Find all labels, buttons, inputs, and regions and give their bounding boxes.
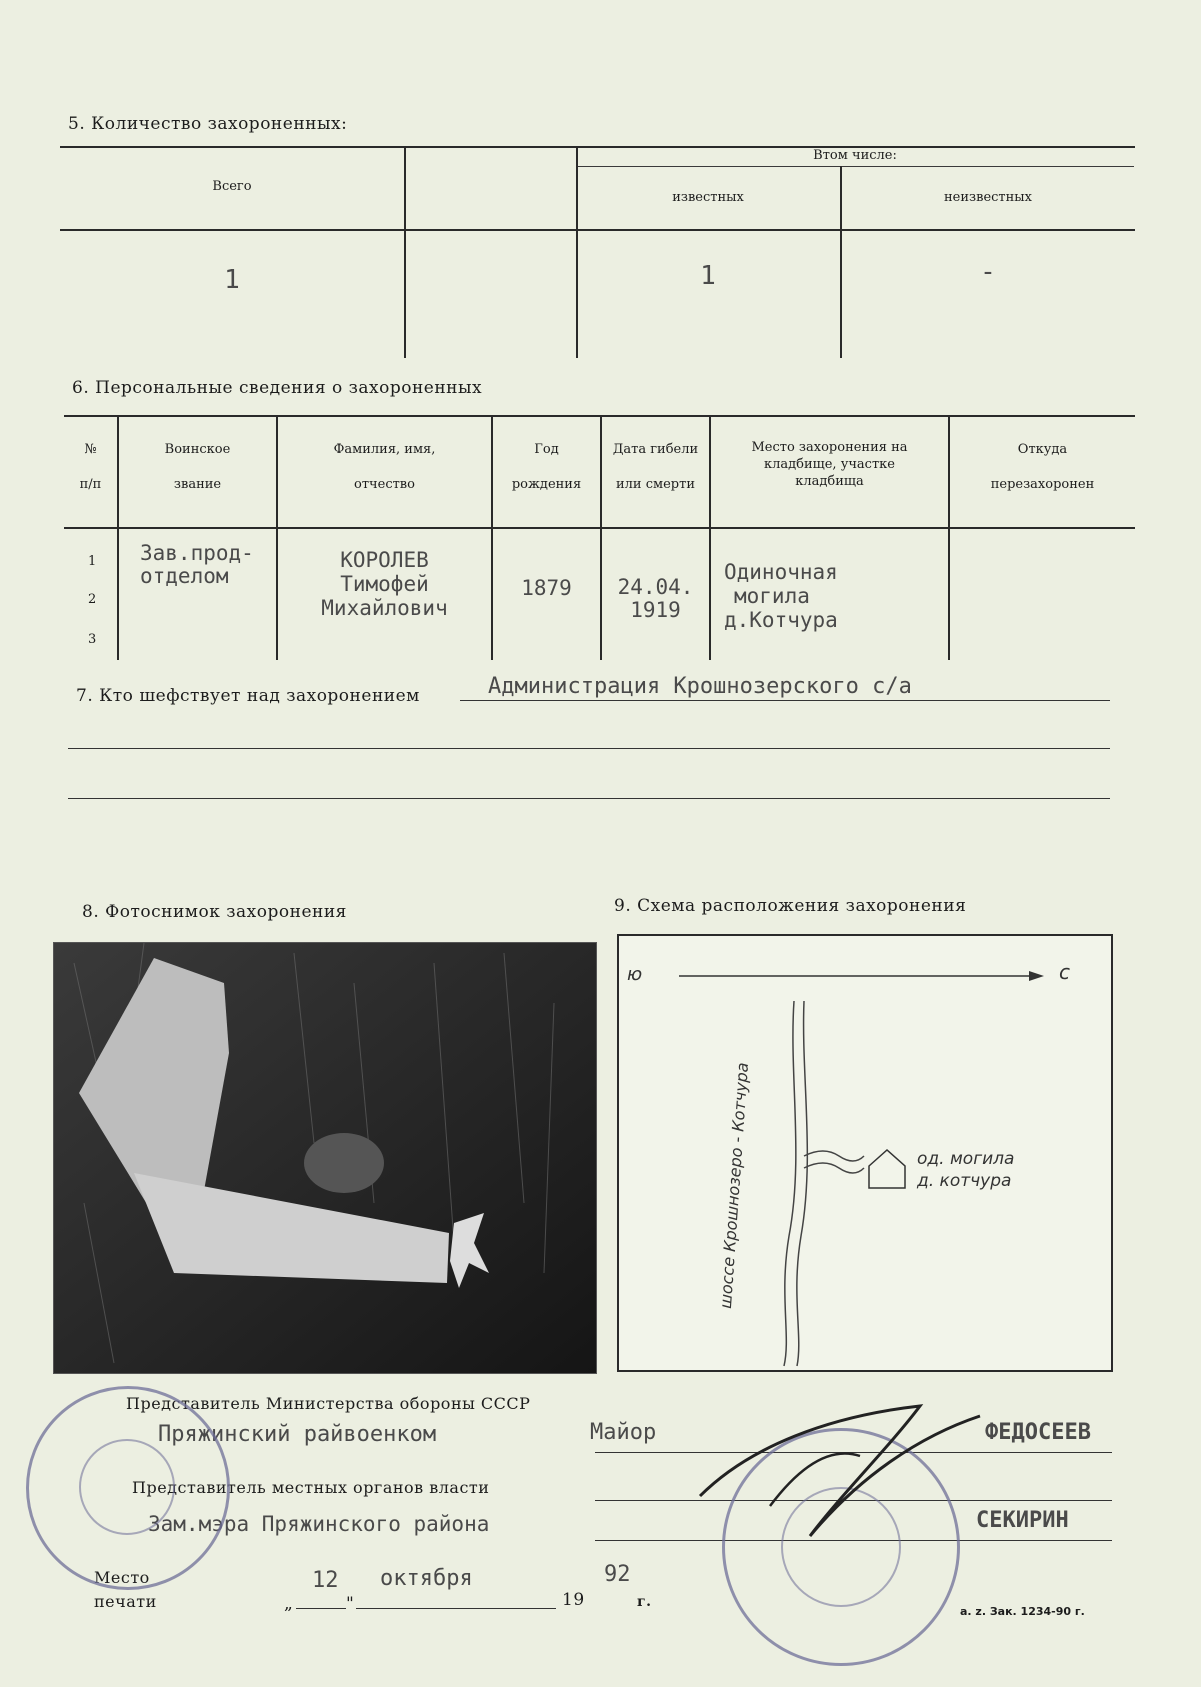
entry-place (724, 560, 838, 632)
date-suffix: г. (637, 1594, 652, 1610)
header-birth (493, 440, 600, 496)
entry-rank-line1: Зав.прод- (140, 541, 254, 565)
entry-death (602, 576, 709, 622)
header-death (602, 440, 709, 496)
section6-title: 6. Персональные сведения о захороненных (72, 378, 483, 398)
table5-divider (404, 146, 406, 358)
header-name-top: Фамилия, имя, (333, 442, 436, 457)
grave-photo-image (54, 943, 596, 1373)
date-quote-close: " (346, 1594, 355, 1614)
entry-rank-line2: отделом (140, 564, 229, 589)
header-place-3: кладбища (795, 473, 864, 489)
entry-rank (140, 542, 254, 588)
header-rank-bottom: звание (173, 476, 222, 492)
scheme-drawing (619, 936, 1111, 1370)
header-num (64, 440, 117, 496)
date-month: октября (380, 1566, 473, 1591)
date-year: 92 (604, 1562, 631, 1587)
header-total: Всего (212, 178, 252, 194)
scheme-grave-label (917, 1148, 1014, 1192)
mod-representative-org: Пряжинский райвоенком (158, 1422, 437, 1447)
row-number-2: 2 (88, 592, 97, 607)
header-birth-bottom: рождения (511, 476, 582, 492)
entry-name-line1: КОРОЛЕВ (340, 548, 429, 572)
date-day: 12 (312, 1568, 339, 1593)
section5-title: 5. Количество захороненных: (68, 114, 348, 134)
entry-name (282, 548, 487, 620)
date-day-line (296, 1608, 346, 1609)
date-month-line (356, 1608, 556, 1609)
scheme-grave-line2: д. котчура (917, 1171, 1012, 1192)
mod-signature (690, 1386, 990, 1556)
mod-rank: Майор (590, 1420, 657, 1445)
entry-place-line2: могила (734, 584, 810, 609)
header-including: Втом числе: (813, 147, 897, 163)
local-representative-label: Представитель местных органов власти (132, 1478, 490, 1497)
table5-header-bottom (60, 229, 1135, 231)
header-birth-top: Год (534, 442, 559, 457)
entry-place-line3: д.Котчура (724, 608, 838, 633)
section7-line-3 (68, 798, 1110, 799)
header-place (711, 440, 948, 491)
section7-line (460, 700, 1110, 701)
header-from-top: Откуда (1017, 442, 1068, 457)
header-rank (119, 440, 276, 496)
scheme-road-label: шоссе Крошнозеро - Котчура (715, 1061, 753, 1310)
header-from-bottom: перезахоронен (990, 476, 1095, 492)
entry-name-line3: Михайлович (321, 596, 448, 621)
header-place-2: кладбище, участке (764, 456, 895, 472)
location-scheme (617, 934, 1113, 1372)
section7-title: 7. Кто шефствует над захоронением (76, 686, 420, 706)
grave-photo (53, 942, 597, 1374)
entry-birth: 1879 (521, 576, 572, 600)
section8-title: 8. Фотоснимок захоронения (82, 902, 347, 922)
mod-representative-label: Представитель Министерства обороны СССР (126, 1394, 531, 1413)
entry-place-line1: Одиночная (724, 560, 838, 584)
left-seal (26, 1386, 230, 1590)
value-known: 1 (700, 261, 716, 291)
left-seal-inner (79, 1439, 175, 1535)
scheme-grave-line1: од. могила (917, 1149, 1015, 1169)
row-number-3: 3 (88, 632, 97, 647)
entry-death-line2: 1919 (630, 598, 681, 623)
value-unknown: - (980, 257, 996, 287)
mod-signer-name: ФЕДОСЕЕВ (985, 1420, 1091, 1445)
header-known: известных (672, 189, 744, 205)
section7-value: Администрация Крошнозерского с/а (488, 674, 912, 699)
header-name (278, 440, 491, 496)
date-quote-open: „ (284, 1594, 294, 1614)
section7-line-2 (68, 748, 1110, 749)
header-num-bottom: п/п (79, 476, 102, 492)
scheme-north-label: с (1059, 960, 1070, 984)
header-death-bottom: или смерти (616, 476, 695, 492)
header-rank-top: Воинское (164, 442, 231, 457)
date-century: 19 (562, 1590, 585, 1610)
local-representative-org: Зам.мэра Пряжинского района (148, 1512, 490, 1536)
header-death-top: Дата гибели (612, 442, 699, 457)
seal-place-line2: печати (94, 1592, 157, 1611)
row-number-1: 1 (88, 554, 97, 569)
header-from (950, 440, 1135, 496)
seal-place-line1: Место (94, 1568, 150, 1587)
section9-title: 9. Схема расположения захоронения (614, 896, 967, 916)
local-signer-name: СЕКИРИН (976, 1508, 1069, 1533)
header-num-top: № (84, 442, 97, 457)
header-place-1: Место захоронения на (751, 440, 908, 455)
header-name-bottom: отчество (354, 476, 415, 492)
entry-death-line1: 24.04. (617, 575, 694, 599)
scheme-south-label: ю (627, 964, 643, 985)
value-total: 1 (224, 265, 240, 295)
print-info: a. z. Зак. 1234-90 г. (960, 1605, 1085, 1618)
entry-name-line2: Тимофей (340, 572, 429, 597)
header-unknown: неизвестных (944, 189, 1032, 205)
